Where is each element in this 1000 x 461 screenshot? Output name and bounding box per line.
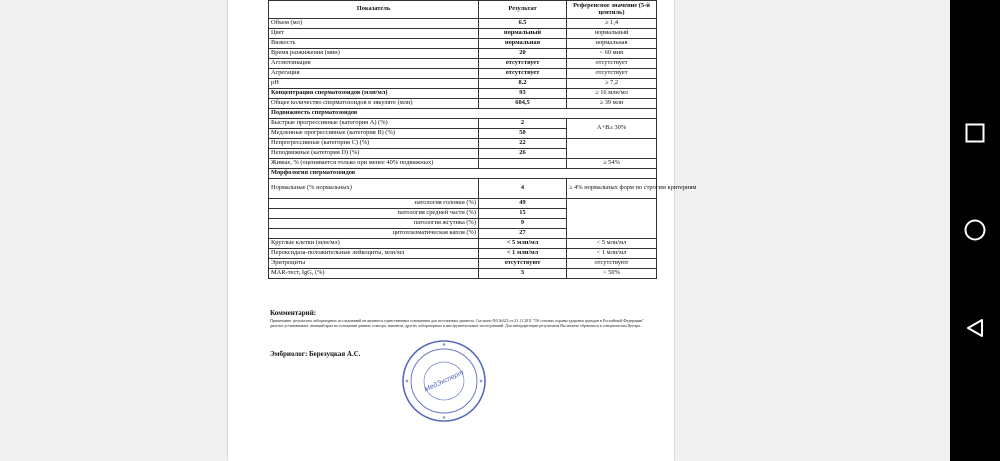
row-result: нормальный bbox=[479, 29, 567, 39]
row-reference: ≥ 1,4 bbox=[567, 19, 657, 29]
home-button[interactable] bbox=[950, 210, 1000, 250]
stamp-text: МедЭксперт bbox=[423, 369, 465, 394]
table-row bbox=[269, 119, 657, 129]
row-label: Живые, % (оценивается только при менее 40% подвижных) bbox=[269, 159, 479, 169]
table-row bbox=[269, 29, 657, 39]
row-reference: < 5 млн/мл bbox=[567, 239, 657, 249]
comment-title: Комментарий: bbox=[270, 309, 317, 317]
row-label: Нормальные (% нормальных) bbox=[269, 179, 479, 199]
row-label: pH bbox=[269, 79, 479, 89]
disclaimer-note: Примечание: результаты лабораторных исследований не являются единственным основанием для постановки диагноза. Согласно ФЗ №323 от 21.11.2011 "Об основах охраны здоровья граждан в Российской Федерации" диагноз устанавливает лечащий врач на основании данных осмотра, анамнеза, других лабораторных и инструментальных исследований. Для интерпретации результатов Вы можете обратиться к специалистам Центра. bbox=[270, 318, 644, 329]
row-reference: ≥ 39 млн bbox=[567, 99, 657, 109]
row-label: Быстрые прогрессивные (категория А) (%) bbox=[269, 119, 479, 129]
row-label: Агглютинация bbox=[269, 59, 479, 69]
row-label: Медленные прогрессивные (категория В) (%) bbox=[269, 129, 479, 139]
recents-square-icon bbox=[964, 122, 986, 144]
motility-section-row bbox=[269, 109, 657, 119]
row-label: MAR-тест, IgG, (%) bbox=[269, 269, 479, 279]
motility-ab-reference: A+B≥ 30% bbox=[567, 119, 657, 139]
header-result: Результат bbox=[479, 1, 567, 19]
row-result: 50 bbox=[479, 129, 567, 139]
table-row bbox=[269, 19, 657, 29]
row-result: отсутствует bbox=[479, 69, 567, 79]
row-reference-empty bbox=[567, 139, 657, 159]
row-label: патология головки (%) bbox=[269, 199, 479, 209]
table-row bbox=[269, 89, 657, 99]
row-result: 9 bbox=[479, 219, 567, 229]
row-result: 22 bbox=[479, 139, 567, 149]
row-label: Концентрация сперматозоидов (млн/мл) bbox=[269, 89, 479, 99]
row-result: 8.2 bbox=[479, 79, 567, 89]
row-result: 6.5 bbox=[479, 19, 567, 29]
row-reference-empty bbox=[567, 199, 657, 239]
row-reference: нормальная bbox=[567, 39, 657, 49]
back-triangle-icon bbox=[964, 317, 986, 339]
row-reference: ≥ 16 млн/мл bbox=[567, 89, 657, 99]
table-row bbox=[269, 99, 657, 109]
semen-analysis-table bbox=[268, 0, 697, 279]
table-row bbox=[269, 239, 657, 249]
row-label: Эритроциты bbox=[269, 259, 479, 269]
row-label: цитоплазматическая капля (%) bbox=[269, 229, 479, 239]
recents-button[interactable] bbox=[950, 113, 1000, 153]
row-label: Непрогрессивные (категория С) (%) bbox=[269, 139, 479, 149]
morphology-title: Морфология сперматозоидов bbox=[269, 169, 657, 179]
table-row bbox=[269, 199, 657, 209]
table-row bbox=[269, 139, 657, 149]
header-indicator: Показатель bbox=[269, 1, 479, 19]
header-reference: Референсное значение (5-й центиль) bbox=[567, 1, 657, 19]
row-reference: отсутствуют bbox=[567, 259, 657, 269]
row-label: Агрегация bbox=[269, 69, 479, 79]
row-result: отсутствуют bbox=[479, 259, 567, 269]
row-reference: ≥ 4% нормальных форм по строгим критериям bbox=[567, 179, 657, 199]
row-reference: < 1 млн/мл bbox=[567, 249, 657, 259]
document-page bbox=[228, 0, 697, 461]
row-reference: ≥ 7,2 bbox=[567, 79, 657, 89]
clinic-stamp bbox=[400, 338, 488, 424]
row-label: Время разжижения (мин) bbox=[269, 49, 479, 59]
row-label: Объем (мл) bbox=[269, 19, 479, 29]
row-result: 20 bbox=[479, 49, 567, 59]
home-circle-icon bbox=[963, 218, 987, 242]
table-row bbox=[269, 39, 657, 49]
row-label: патология жгутика (%) bbox=[269, 219, 479, 229]
table-row bbox=[269, 249, 657, 259]
row-result: < 1 млн/мл bbox=[479, 249, 567, 259]
row-result: 27 bbox=[479, 229, 567, 239]
row-result: 93 bbox=[479, 89, 567, 99]
row-label: Круглые клетки (млн/мл) bbox=[269, 239, 479, 249]
row-label: Пероксидаза-положительные лейкоциты, млн/мл bbox=[269, 249, 479, 259]
row-label: Цвет bbox=[269, 29, 479, 39]
table-row bbox=[269, 69, 657, 79]
android-navigation-bar bbox=[950, 0, 1000, 461]
table-row bbox=[269, 59, 657, 69]
row-reference: отсутствует bbox=[567, 69, 657, 79]
table-row bbox=[269, 269, 657, 279]
table-row bbox=[269, 159, 657, 169]
row-result: 2 bbox=[479, 119, 567, 129]
row-result bbox=[479, 159, 567, 169]
row-result: 49 bbox=[479, 199, 567, 209]
row-label: Вязкость bbox=[269, 39, 479, 49]
row-result: < 5 млн/мл bbox=[479, 239, 567, 249]
motility-title: Подвижность сперматозоидов bbox=[269, 109, 657, 119]
row-label: патология средней части (%) bbox=[269, 209, 479, 219]
row-result: 4 bbox=[479, 179, 567, 199]
embryologist-signature-line: Эмбриолог: Березуцкая А.С. bbox=[270, 350, 361, 358]
row-reference: < 50% bbox=[567, 269, 657, 279]
row-label: Общее количество сперматозоидов в эякуляте (млн) bbox=[269, 99, 479, 109]
table-row bbox=[269, 49, 657, 59]
table-row bbox=[269, 179, 657, 199]
morphology-section-row bbox=[269, 169, 657, 179]
table-header-row bbox=[269, 1, 657, 19]
row-result: 26 bbox=[479, 149, 567, 159]
row-reference: ≥ 54% bbox=[567, 159, 657, 169]
table-row bbox=[269, 79, 657, 89]
back-button[interactable] bbox=[950, 308, 1000, 348]
row-label: Неподвижные (категория D) (%) bbox=[269, 149, 479, 159]
table-row bbox=[269, 259, 657, 269]
row-reference: нормальный bbox=[567, 29, 657, 39]
row-result: нормальная bbox=[479, 39, 567, 49]
row-reference: < 60 мин bbox=[567, 49, 657, 59]
row-result: 3 bbox=[479, 269, 567, 279]
row-result: 15 bbox=[479, 209, 567, 219]
row-result: отсутствует bbox=[479, 59, 567, 69]
row-result: 604,5 bbox=[479, 99, 567, 109]
row-reference: отсутствует bbox=[567, 59, 657, 69]
